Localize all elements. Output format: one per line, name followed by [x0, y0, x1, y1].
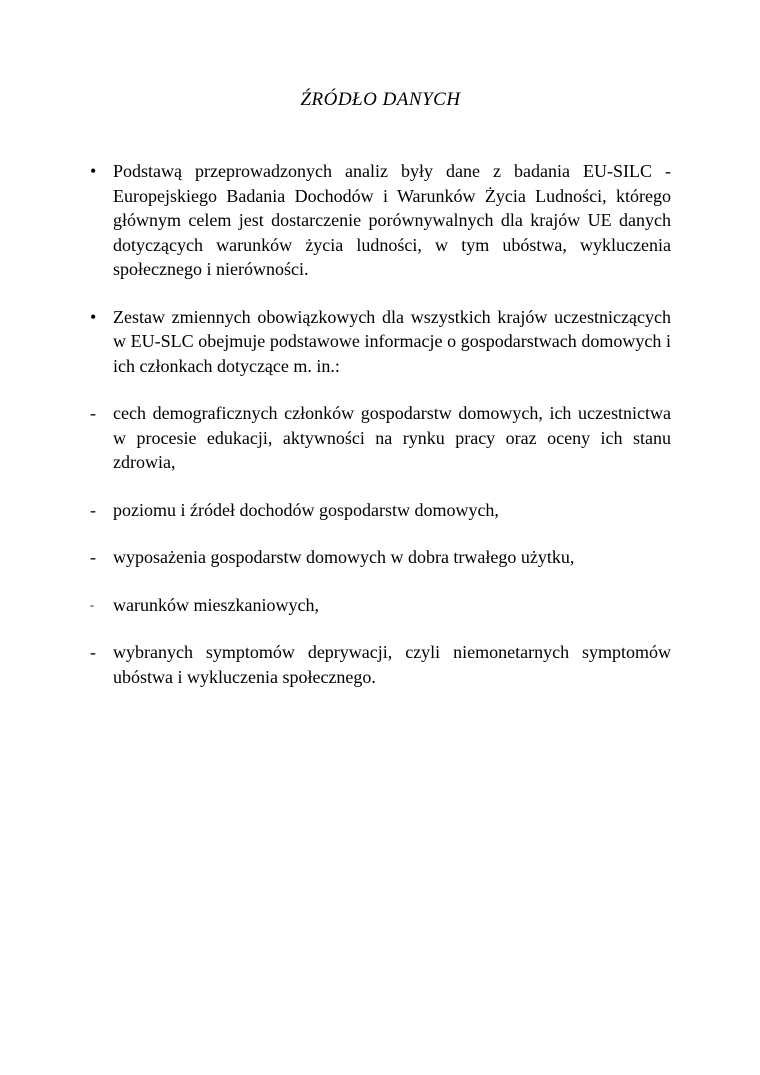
bullet-marker: •: [90, 306, 97, 327]
item-text: Zestaw zmiennych obowiązkowych dla wszystkich krajów uczestniczących w EU-SLC obejmuje podstawowe informacje o gospodarstwach domowych i ich członkach dotyczące m. in.:: [113, 306, 671, 376]
list-item: [90, 640, 671, 689]
list-item: [90, 545, 671, 570]
list-item: [90, 159, 671, 282]
item-text: wybranych symptomów deprywacji, czyli niemonetarnych symptomów ubóstwa i wykluczenia społecznego.: [113, 642, 671, 687]
item-text: wyposażenia gospodarstw domowych w dobra trwałego użytku,: [113, 547, 575, 567]
bullet-marker: •: [90, 161, 97, 181]
item-text: warunków mieszkaniowych,: [113, 594, 319, 615]
dash-marker: -: [90, 642, 96, 662]
list-item: [90, 498, 671, 523]
dash-marker: -: [90, 547, 96, 567]
item-text: Podstawą przeprowadzonych analiz były dane z badania EU-SILC - Europejskiego Badania Dochodów i Warunków Życia Ludności, którego głównym celem jest dostarczenie porównywalnych dla krajów UE danych dotyczących warunków życia ludności, w tym ubóstwa, wykluczenia społecznego i nierówności.: [113, 161, 671, 279]
page-title: ŹRÓDŁO DANYCH: [300, 89, 461, 110]
dash-marker: -: [90, 499, 96, 520]
item-text: cech demograficznych członków gospodarstw domowych, ich uczestnictwa w procesie edukacji, aktywności na rynku pracy oraz oceny ich stanu zdrowia,: [113, 403, 671, 472]
dash-marker: -: [90, 597, 94, 612]
list-item: [90, 401, 671, 475]
list-item: [90, 593, 671, 618]
dash-marker: -: [90, 403, 96, 423]
list-item: [90, 305, 671, 379]
item-text: poziomu i źródeł dochodów gospodarstw domowych,: [113, 499, 499, 520]
